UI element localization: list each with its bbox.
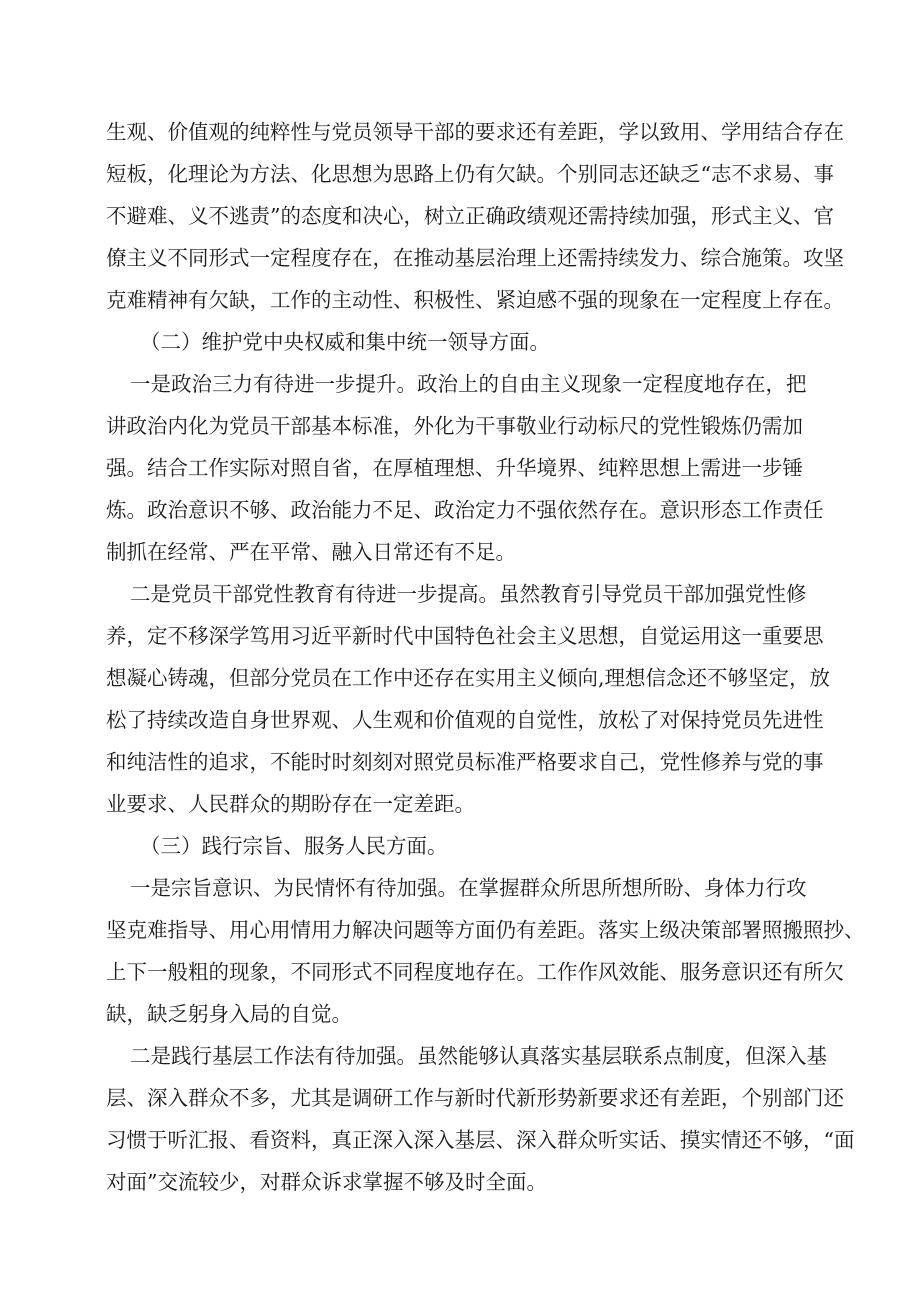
text-line: 生观、价值观的纯粹性与党员领导干部的要求还有差距，学以致用、学用结合存在 — [106, 120, 844, 144]
text-line: 上下一般粗的现象，不同形式不同程度地存在。工作作风效能、服务意识还有所欠 — [106, 960, 844, 984]
text-line: 讲政治内化为党员干部基本标准，外化为干事敬业行动标尺的党性锻炼仍需加 — [106, 414, 803, 438]
text-line: 松了持续改造自身世界观、人生观和价值观的自觉性，放松了对保持党员先进性 — [106, 708, 824, 732]
text-line: 习惯于听汇报、看资料，真正深入深入基层、深入群众听实话、摸实情还不够，“面 — [106, 1128, 855, 1152]
text-line: 一是宗旨意识、为民情怀有待加强。在掌握群众所思所想所盼、身体力行攻 — [130, 876, 807, 900]
text-line: 强。结合工作实际对照自省，在厚植理想、升华境界、纯粹思想上需进一步锤 — [106, 456, 803, 480]
text-line: 一是政治三力有待进一步提升。政治上的自由主义现象一定程度地存在，把 — [130, 372, 807, 396]
text-line: 僚主义不同形式一定程度存在，在推动基层治理上还需持续发力、综合施策。攻坚 — [106, 246, 844, 270]
text-line: 不避难、义不逃责”的态度和决心，树立正确政绩观还需持续加强，形式主义、官 — [106, 204, 834, 228]
text-line: 炼。政治意识不够、政治能力不足、政治定力不强依然存在。意识形态工作责任 — [106, 498, 824, 522]
text-line: 业要求、人民群众的期盼存在一定差距。 — [106, 792, 475, 816]
text-line: 克难精神有欠缺，工作的主动性、积极性、紧迫感不强的现象在一定程度上存在。 — [106, 288, 844, 312]
text-line: 二是党员干部党性教育有待进一步提高。虽然教育引导党员干部加强党性修 — [130, 582, 807, 606]
text-line: 对面”交流较少，对群众诉求掌握不够及时全面。 — [106, 1170, 547, 1194]
text-line: 制抓在经常、严在平常、融入日常还有不足。 — [106, 540, 516, 564]
text-line: 二是践行基层工作法有待加强。虽然能够认真落实基层联系点制度，但深入基 — [130, 1044, 827, 1068]
text-line: 养，定不移深学笃用习近平新时代中国特色社会主义思想，自觉运用这一重要思 — [106, 624, 824, 648]
text-line: 和纯洁性的追求，不能时时刻刻对照党员标准严格要求自己，党性修养与党的事 — [106, 750, 824, 774]
text-line: 想凝心铸魂，但部分党员在工作中还存在实用主义倾向,理想信念还不够坚定，放 — [106, 666, 831, 690]
text-line: 缺，缺乏躬身入局的自觉。 — [106, 1002, 352, 1026]
text-line: 层、深入群众不多，尤其是调研工作与新时代新形势新要求还有差距，个别部门还 — [106, 1086, 844, 1110]
text-line: 坚克难指导、用心用情用力解决问题等方面仍有差距。落实上级决策部署照搬照抄、 — [106, 918, 865, 942]
text-line: 短板，化理论为方法、化思想为思路上仍有欠缺。个别同志还缺乏“志不求易、事 — [106, 162, 834, 186]
section-heading: （二）维护党中央权威和集中统一领导方面。 — [140, 330, 550, 354]
section-heading: （三）践行宗旨、服务人民方面。 — [140, 834, 448, 858]
